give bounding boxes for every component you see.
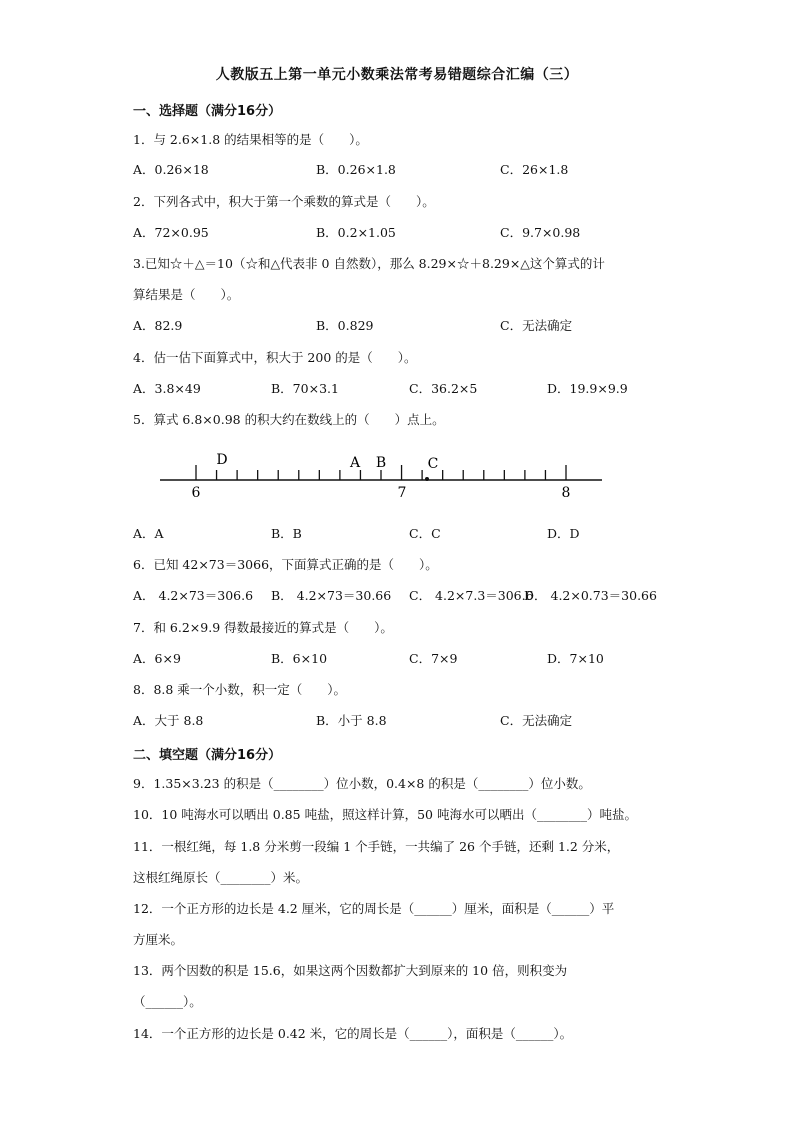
number-line-label-7: 7 xyxy=(397,485,407,501)
q2-option-b[interactable]: B．0.2×1.05 xyxy=(316,225,396,240)
q8-option-c[interactable]: C．无法确定 xyxy=(500,713,573,728)
question-4: 4．估一估下面算式中，积大于 200 的是（ ）。 xyxy=(133,350,417,365)
q1-option-c[interactable]: C．26×1.8 xyxy=(500,162,569,177)
question-1: 1．与 2.6×1.8 的结果相等的是（ ）。 xyxy=(133,132,368,147)
section-heading-fill: 二、填空题（满分16分） xyxy=(133,748,282,763)
q8-option-b[interactable]: B．小于 8.8 xyxy=(316,713,387,728)
question-7: 7．和 6.2×9.9 得数最接近的算式是（ ）。 xyxy=(133,620,393,635)
q4-option-b[interactable]: B．70×3.1 xyxy=(271,381,339,396)
q7-option-b[interactable]: B．6×10 xyxy=(271,651,328,666)
q7-option-a[interactable]: A．6×9 xyxy=(133,651,181,666)
q5-option-a[interactable]: A．A xyxy=(133,526,164,541)
q3-option-c[interactable]: C．无法确定 xyxy=(500,318,573,333)
number-line-point-c xyxy=(425,477,429,481)
q2-option-c[interactable]: C．9.7×0.98 xyxy=(500,225,581,240)
question-11-line-1: 11．一根红绳，每 1.8 分米剪一段编 1 个手链，一共编了 26 个手链，还剩 1.2 分米， xyxy=(133,839,620,854)
question-12-line-1: 12．一个正方形的边长是 4.2 厘米，它的周长是（______）厘米，面积是（______）平 xyxy=(133,901,615,916)
q1-option-b[interactable]: B．0.26×1.8 xyxy=(316,162,396,177)
q6-option-d[interactable]: D． 4.2×0.73＝30.66 xyxy=(524,588,657,603)
q7-option-d[interactable]: D．7×10 xyxy=(547,651,604,666)
number-line xyxy=(150,445,610,505)
q7-option-c[interactable]: C．7×9 xyxy=(409,651,458,666)
question-13-line-1: 13．两个因数的积是 15.6，如果这两个因数都扩大到原来的 10 倍，则积变为 xyxy=(133,963,568,978)
question-12-line-2: 方厘米。 xyxy=(133,932,184,947)
page-title: 人教版五上第一单元小数乘法常考易错题综合汇编（三） xyxy=(215,67,579,83)
number-line-label-a: A xyxy=(349,455,361,471)
number-line-label-6: 6 xyxy=(191,485,201,501)
question-9: 9．1.35×3.23 的积是（________）位小数，0.4×8 的积是（________）位小数。 xyxy=(133,776,591,791)
q5-option-d[interactable]: D．D xyxy=(547,526,580,541)
question-6: 6．已知 42×73＝3066，下面算式正确的是（ ）。 xyxy=(133,557,438,572)
q3-option-a[interactable]: A．82.9 xyxy=(133,318,183,333)
number-line-label-d: D xyxy=(216,452,228,468)
number-line-label-c: C xyxy=(427,456,439,472)
number-line-label-8: 8 xyxy=(561,485,571,501)
question-10: 10．10 吨海水可以晒出 0.85 吨盐，照这样计算，50 吨海水可以晒出（________）吨盐。 xyxy=(133,807,637,822)
number-line-label-b: B xyxy=(375,455,387,471)
q3-option-b[interactable]: B．0.829 xyxy=(316,318,374,333)
section-heading-choice: 一、选择题（满分16分） xyxy=(133,104,282,119)
q6-option-c[interactable]: C． 4.2×7.3＝306.6 xyxy=(409,588,534,603)
question-3-line-2: 算结果是（ ）。 xyxy=(133,287,240,302)
q5-option-b[interactable]: B．B xyxy=(271,526,302,541)
question-14: 14．一个正方形的边长是 0.42 米，它的周长是（______），面积是（______）。 xyxy=(133,1026,573,1041)
q2-option-a[interactable]: A．72×0.95 xyxy=(133,225,209,240)
q6-option-a[interactable]: A． 4.2×73＝306.6 xyxy=(133,588,254,603)
question-2: 2．下列各式中，积大于第一个乘数的算式是（ ）。 xyxy=(133,194,435,209)
question-3-line-1: 3.已知☆＋△＝10（☆和△代表非 0 自然数），那么 8.29×☆＋8.29×△这个算式的计 xyxy=(133,256,605,271)
q4-option-d[interactable]: D．19.9×9.9 xyxy=(547,381,628,396)
question-13-line-2: （______）。 xyxy=(133,994,202,1009)
q6-option-b[interactable]: B． 4.2×73＝30.66 xyxy=(271,588,392,603)
question-11-line-2: 这根红绳原长（________）米。 xyxy=(133,870,309,885)
q4-option-a[interactable]: A．3.8×49 xyxy=(133,381,201,396)
q8-option-a[interactable]: A．大于 8.8 xyxy=(133,713,204,728)
q5-option-c[interactable]: C．C xyxy=(409,526,441,541)
question-5: 5．算式 6.8×0.98 的积大约在数线上的（ ）点上。 xyxy=(133,412,445,427)
q4-option-c[interactable]: C．36.2×5 xyxy=(409,381,478,396)
question-8: 8．8.8 乘一个小数，积一定（ ）。 xyxy=(133,682,347,697)
q1-option-a[interactable]: A．0.26×18 xyxy=(133,162,209,177)
